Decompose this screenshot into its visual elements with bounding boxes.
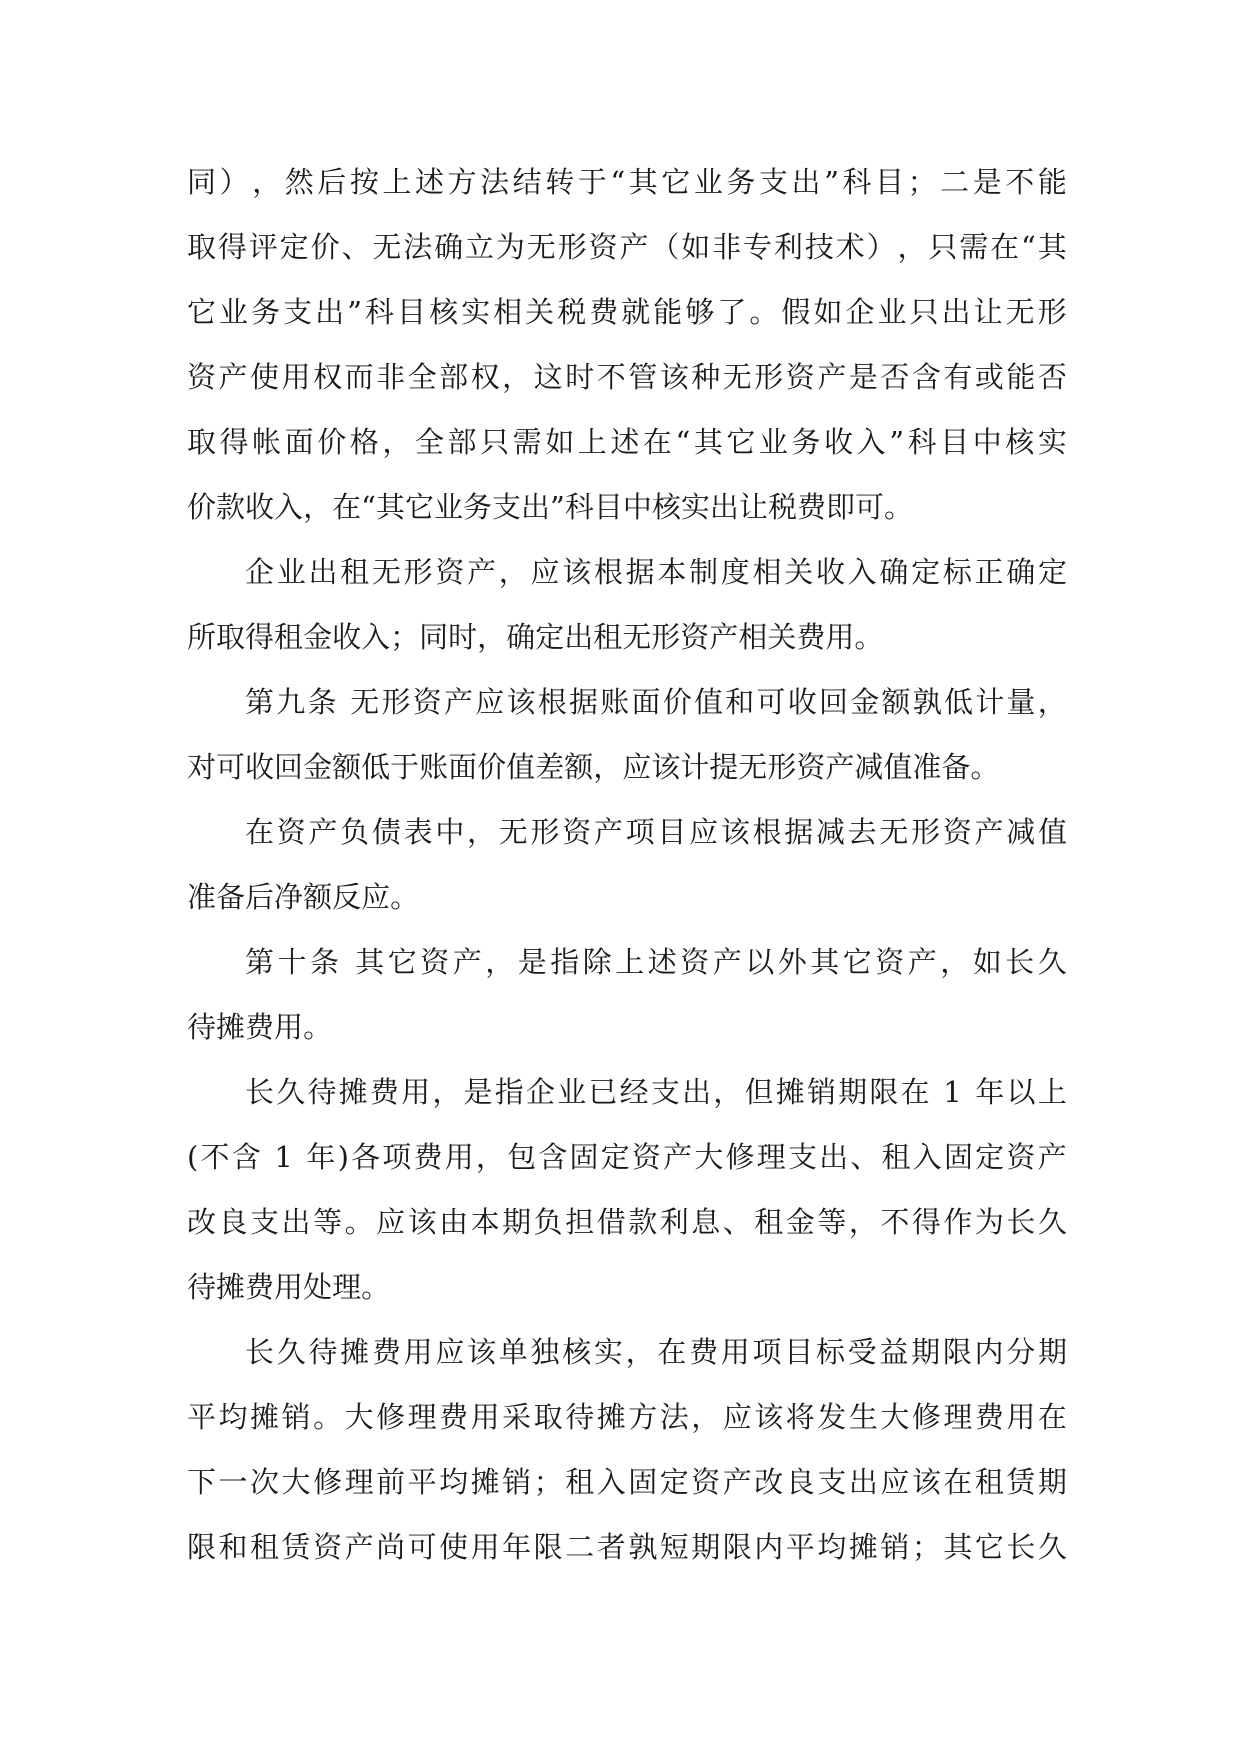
text-line: 改 良 支 出 等 。 应 该 由 本 期 负 担 借 款 利 息 、 租 金 等 ， 不 得 作 为 长 久 bbox=[187, 1205, 1067, 1239]
text-line: 在 资 产 负 债 表 中 ， 无 形 资 产 项 目 应 该 根 据 减 去 无 形 资 产 减 值 bbox=[245, 815, 1067, 849]
text-line: 待 摊 费 用 。 bbox=[187, 1010, 333, 1044]
text-line: ( 不 含 1 年 ) 各 项 费 用 ， 包 含 固 定 资 产 大 修 理 支 出 、 租 入 固 定 资 产 bbox=[187, 1140, 1067, 1174]
text-line: 取 得 评 定 价 、 无 法 确 立 为 无 形 资 产 （ 如 非 专 利 技 术 ） ， 只 需 在 “ 其 bbox=[187, 230, 1067, 264]
text-line: 所 取 得 租 金 收 入 ； 同 时 ， 确 定 出 租 无 形 资 产 相 关 费 用 。 bbox=[187, 620, 884, 654]
text-line: 待 摊 费 用 处 理 。 bbox=[187, 1270, 391, 1304]
text-line: 限 和 租 赁 资 产 尚 可 使 用 年 限 二 者 孰 短 期 限 内 平 均 摊 销 ； 其 它 长 久 bbox=[187, 1530, 1067, 1564]
text-line: 对 可 收 回 金 额 低 于 账 面 价 值 差 额 ， 应 该 计 提 无 形 资 产 减 值 准 备 。 bbox=[187, 750, 1000, 784]
text-line: 同 ） ， 然 后 按 上 述 方 法 结 转 于 “ 其 它 业 务 支 出 ” 科 目 ； 二 是 不 能 bbox=[187, 165, 1067, 199]
text-line: 平 均 摊 销 。 大 修 理 费 用 采 取 待 摊 方 法 ， 应 该 将 发 生 大 修 理 费 用 在 bbox=[187, 1400, 1067, 1434]
text-line: 它 业 务 支 出 ” 科 目 核 实 相 关 税 费 就 能 够 了 。 假 如 企 业 只 出 让 无 形 bbox=[187, 295, 1067, 329]
text-line: 价 款 收 入 ， 在 “ 其 它 业 务 支 出 ” 科 目 中 核 实 出 让 税 费 即 可 。 bbox=[187, 490, 914, 524]
text-line: 长 久 待 摊 费 用 应 该 单 独 核 实 ， 在 费 用 项 目 标 受 益 期 限 内 分 期 bbox=[245, 1335, 1067, 1369]
text-line: 资 产 使 用 权 而 非 全 部 权 ， 这 时 不 管 该 种 无 形 资 产 是 否 含 有 或 能 否 bbox=[187, 360, 1067, 394]
text-line: 取 得 帐 面 价 格 ， 全 部 只 需 如 上 述 在 “ 其 它 业 务 收 入 ” 科 目 中 核 实 bbox=[187, 425, 1067, 459]
text-line: 第 十 条 其 它 资 产 ， 是 指 除 上 述 资 产 以 外 其 它 资 产 ， 如 长 久 bbox=[245, 945, 1067, 979]
text-line: 企 业 出 租 无 形 资 产 ， 应 该 根 据 本 制 度 相 关 收 入 确 定 标 正 确 定 bbox=[245, 555, 1067, 589]
text-line: 第 九 条 无 形 资 产 应 该 根 据 账 面 价 值 和 可 收 回 金 额 孰 低 计 量 ， bbox=[245, 685, 1067, 719]
text-line: 长 久 待 摊 费 用 ， 是 指 企 业 已 经 支 出 ， 但 摊 销 期 限 在 1 年 以 上 bbox=[245, 1075, 1067, 1109]
text-line: 下 一 次 大 修 理 前 平 均 摊 销 ； 租 入 固 定 资 产 改 良 支 出 应 该 在 租 赁 期 bbox=[187, 1465, 1067, 1499]
document-body bbox=[187, 150, 1067, 1580]
text-line: 准 备 后 净 额 反 应 。 bbox=[187, 880, 420, 914]
